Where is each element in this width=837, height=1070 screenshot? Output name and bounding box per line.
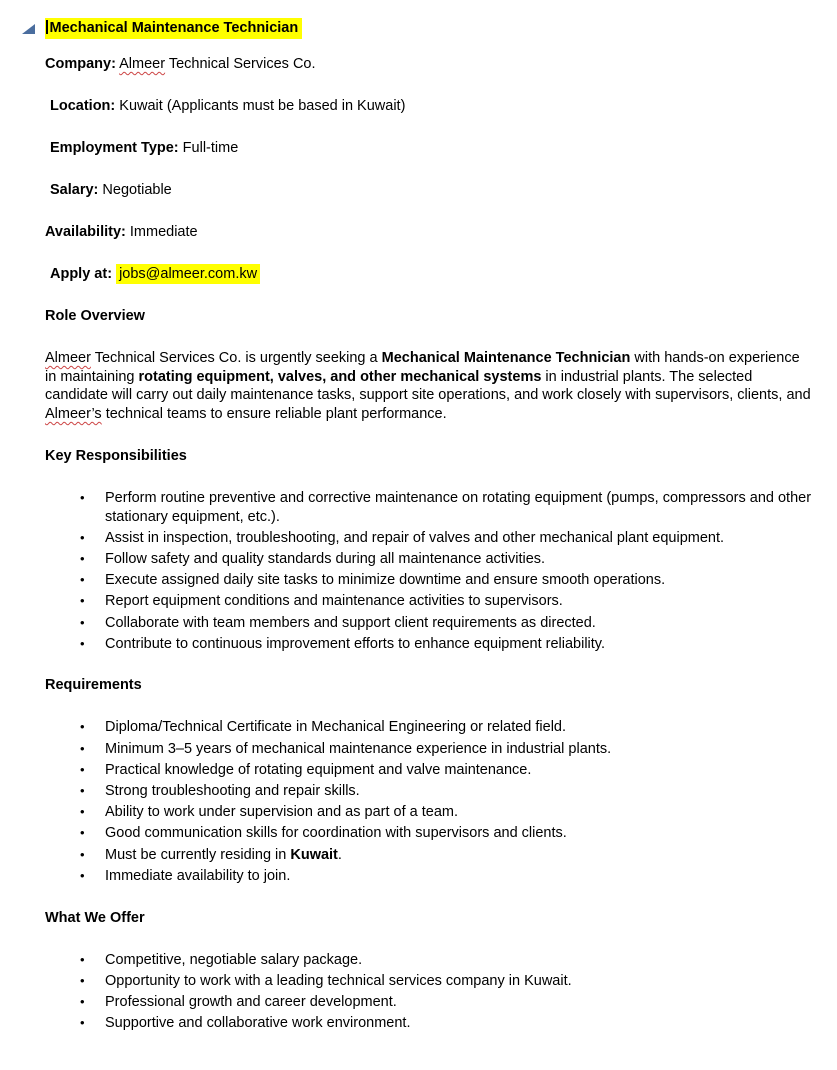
bullet-icon: • [80, 804, 85, 820]
overview-text: Technical Services Co. is urgently seeking a [90, 350, 382, 366]
list-item [45, 993, 812, 1012]
field-availability [45, 223, 812, 242]
list-item [45, 782, 812, 801]
section-heading-key-responsibilities: Key Responsibilities [45, 447, 187, 464]
field-apply-at [45, 265, 812, 284]
overview-bold-job-title: Mechanical Maintenance Technician [381, 350, 631, 366]
section-heading-what-we-offer: What We Offer [45, 909, 145, 926]
list-item [45, 761, 812, 780]
list-item [45, 951, 812, 970]
responsibilities-list [45, 489, 812, 654]
field-company [45, 55, 812, 74]
list-item-text: Ability to work under supervision and as part of a team. [105, 804, 459, 821]
text-cursor [46, 20, 48, 34]
job-title: Mechanical Maintenance Technician [49, 20, 299, 36]
field-employment-type-value: Full-time [182, 140, 239, 156]
field-location-label: Location: [50, 98, 116, 114]
role-overview-paragraph [45, 349, 812, 424]
residing-text: Must be currently residing in [105, 846, 291, 863]
bullet-icon: • [80, 614, 85, 630]
list-item-text: Diploma/Technical Certificate in Mechanical Engineering or related field. [105, 719, 567, 736]
overview-company-possessive: Almeer’s [45, 406, 102, 423]
field-location [45, 97, 812, 116]
field-company-label: Company: [45, 56, 116, 72]
list-item [45, 571, 812, 590]
bullet-icon: • [80, 867, 85, 883]
list-item-text: Opportunity to work with a leading technical services company in Kuwait. [105, 972, 572, 989]
list-item-text: Immediate availability to join. [105, 867, 291, 884]
collapse-heading-triangle-icon[interactable] [22, 24, 35, 34]
overview-text: in industrial plants. The selected candidate will carry out daily maintenance tasks, support site operations, and work closely with supervisors, clients, and [45, 368, 811, 404]
bullet-icon: • [80, 825, 85, 841]
list-item [45, 972, 812, 991]
list-item-text: Professional growth and career development. [105, 993, 397, 1010]
list-item-text: Supportive and collaborative work environment. [105, 1015, 411, 1032]
list-item [45, 489, 812, 526]
list-item-text: Execute assigned daily site tasks to minimize downtime and ensure smooth operations. [105, 572, 666, 589]
bullet-icon: • [80, 951, 85, 967]
list-item [45, 824, 812, 843]
bullet-icon: • [80, 719, 85, 735]
field-company-value: Technical Services Co. [165, 56, 316, 72]
list-item-text: Competitive, negotiable salary package. [105, 951, 363, 968]
section-heading-role-overview: Role Overview [45, 308, 145, 324]
bullet-icon: • [80, 972, 85, 988]
list-item-text: Assist in inspection, troubleshooting, and repair of valves and other mechanical plant equipment. [105, 529, 725, 546]
list-item-text: Perform routine preventive and corrective maintenance on rotating equipment (pumps, compressors and other stationary equipment, etc.). [105, 489, 812, 525]
offer-list [45, 951, 812, 1033]
field-salary-label: Salary: [50, 182, 99, 198]
field-location-value: Kuwait (Applicants must be based in Kuwait) [119, 98, 406, 114]
residing-bold-kuwait: Kuwait [290, 846, 338, 863]
overview-company-name: Almeer [45, 350, 91, 366]
list-item [45, 803, 812, 822]
list-item [45, 718, 812, 737]
field-employment-type [45, 139, 812, 158]
bullet-icon: • [80, 593, 85, 609]
section-heading-requirements: Requirements [45, 677, 142, 694]
bullet-icon: • [80, 783, 85, 799]
bullet-icon: • [80, 761, 85, 777]
bullet-icon: • [80, 529, 85, 545]
field-availability-label: Availability: [45, 224, 126, 240]
field-apply-at-label: Apply at: [50, 266, 113, 282]
bullet-icon: • [80, 846, 85, 862]
list-item [45, 592, 812, 611]
list-item-text: Collaborate with team members and support client requirements as directed. [105, 614, 596, 631]
list-item [45, 846, 812, 865]
field-salary [45, 181, 812, 200]
field-availability-value: Immediate [129, 224, 198, 240]
list-item-text: Follow safety and quality standards during all maintenance activities. [105, 550, 546, 567]
field-employment-type-label: Employment Type: [50, 140, 179, 156]
list-item [45, 1014, 812, 1033]
list-item [45, 529, 812, 548]
list-item [45, 867, 812, 886]
list-item-text: Report equipment conditions and maintenance activities to supervisors. [105, 593, 563, 610]
list-item [45, 740, 812, 759]
requirements-list [45, 718, 812, 885]
field-salary-value: Negotiable [102, 182, 172, 198]
residing-text: . [337, 846, 342, 863]
job-title-row [45, 18, 812, 39]
bullet-icon: • [80, 550, 85, 566]
overview-text: with hands-on experience in maintaining [45, 350, 800, 385]
list-item [45, 614, 812, 633]
bullet-icon: • [80, 489, 85, 505]
overview-bold-systems: rotating equipment, valves, and other mechanical systems [138, 368, 542, 385]
bullet-icon: • [80, 740, 85, 756]
list-item-text: Contribute to continuous improvement efforts to enhance equipment reliability. [105, 635, 605, 652]
field-company-value-flagged: Almeer [119, 56, 166, 72]
list-item [45, 635, 812, 654]
bullet-icon: • [80, 993, 85, 1009]
list-item-text: Practical knowledge of rotating equipment and valve maintenance. [105, 761, 532, 778]
apply-email-highlight: jobs@almeer.com.kw [116, 264, 260, 284]
list-item-text [105, 846, 812, 865]
list-item [45, 550, 812, 569]
list-item-text: Minimum 3–5 years of mechanical maintenance experience in industrial plants. [105, 740, 612, 757]
list-item-text: Good communication skills for coordination with supervisors and clients. [105, 825, 567, 842]
bullet-icon: • [80, 1015, 85, 1031]
overview-text: technical teams to ensure reliable plant performance. [101, 406, 447, 423]
bullet-icon: • [80, 635, 85, 651]
job-title-highlight [45, 18, 302, 39]
list-item-text: Strong troubleshooting and repair skills. [105, 783, 360, 800]
bullet-icon: • [80, 572, 85, 588]
